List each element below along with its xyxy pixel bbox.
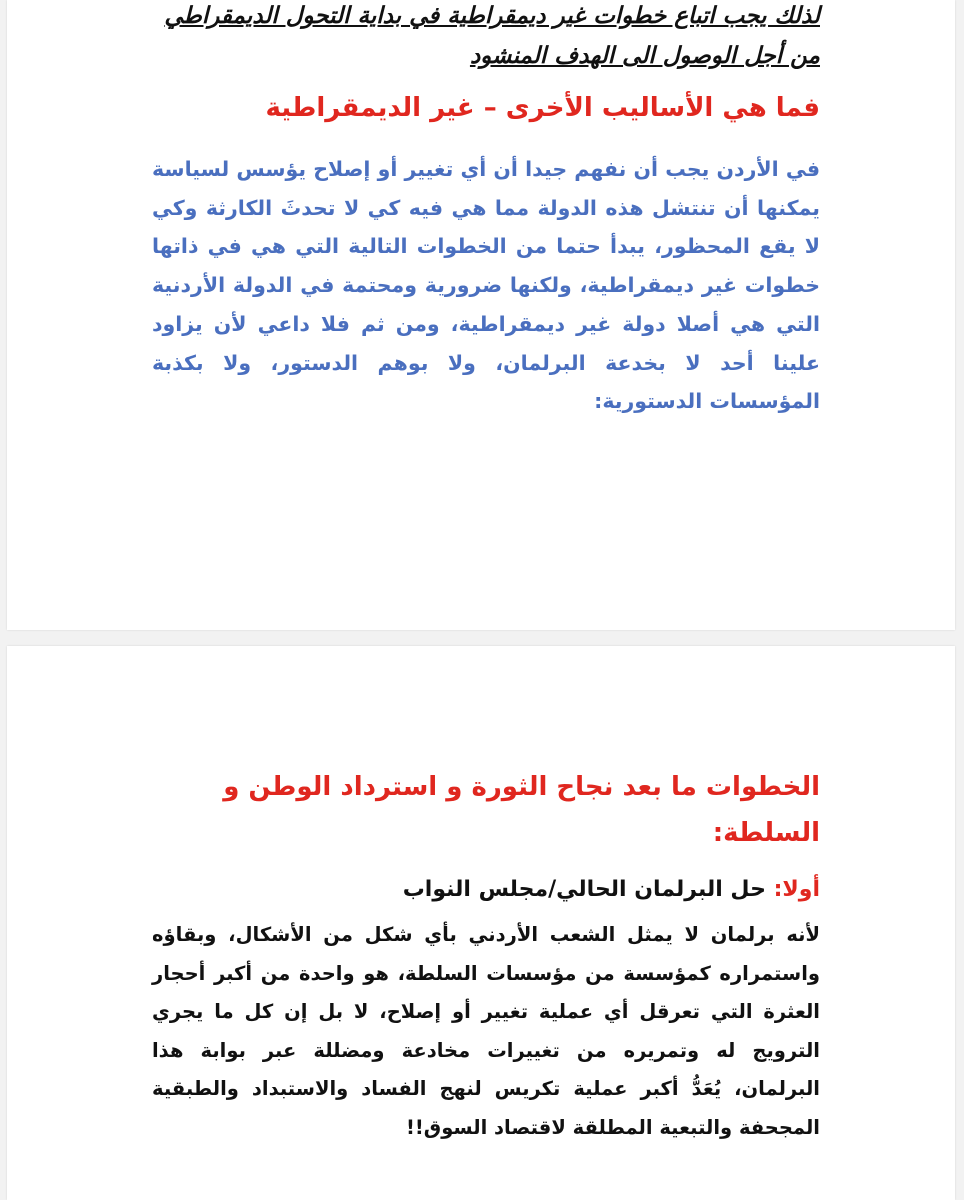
document-page-1 <box>7 0 955 630</box>
subheading-number: أولا: <box>773 877 820 902</box>
paragraph-jordan: في الأردن يجب أن نفهم جيدا أن أي تغيير أو إصلاح يؤسس لسياسة يمكنها أن تنتشل هذه الدولة مما هي فيه كي لا تحدثَ الكارثة وكي لا يقع المحظور، يبدأ حتما من الخطوات التالية التي هي في ذاتها خطوات غير ديمقراطية، ولكنها ضرورية ومحتمة في الدولة الأردنية التي هي أصلا دولة غير ديمقراطية، ومن ثم فلا داعي لأن يزاود علينا أحد لا بخدعة البرلمان، ولا بوهم الدستور، ولا بكذبة المؤسسات الدستورية: <box>152 157 820 414</box>
document-page-2 <box>7 646 955 1200</box>
section-heading-steps: الخطوات ما بعد نجاح الثورة و استرداد الوطن و السلطة: <box>223 772 820 848</box>
subheading-first-step <box>152 870 820 910</box>
section-heading-methods: فما هي الأساليب الأخرى – غير الديمقراطية <box>265 93 820 123</box>
paragraph-parliament: لأنه برلمان لا يمثل الشعب الأردني بأي شكل من الأشكال، وبقاؤه واستمراره كمؤسسة من مؤسسات السلطة، هو واحدة من أكبر أحجار العثرة التي تعرقل أي عملية تغيير أو إصلاح، لا بل إن كل ما يجري الترويج له وتمريره من تغييرات مخادعة ومضللة عبر بوابة هذا البرلمان، يُعَدُّ أكبر عملية تكريس لنهج الفساد والاستبداد والطبقية المجحفة والتبعية المطلقة لاقتصاد السوق!! <box>152 923 820 1139</box>
intro-text: لذلك يجب اتباع خطوات غير ديمقراطية في بداية التحول الديمقراطي من أجل الوصول الى الهدف المنشود <box>164 3 820 69</box>
subheading-title: حل البرلمان الحالي/مجلس النواب <box>402 877 774 902</box>
